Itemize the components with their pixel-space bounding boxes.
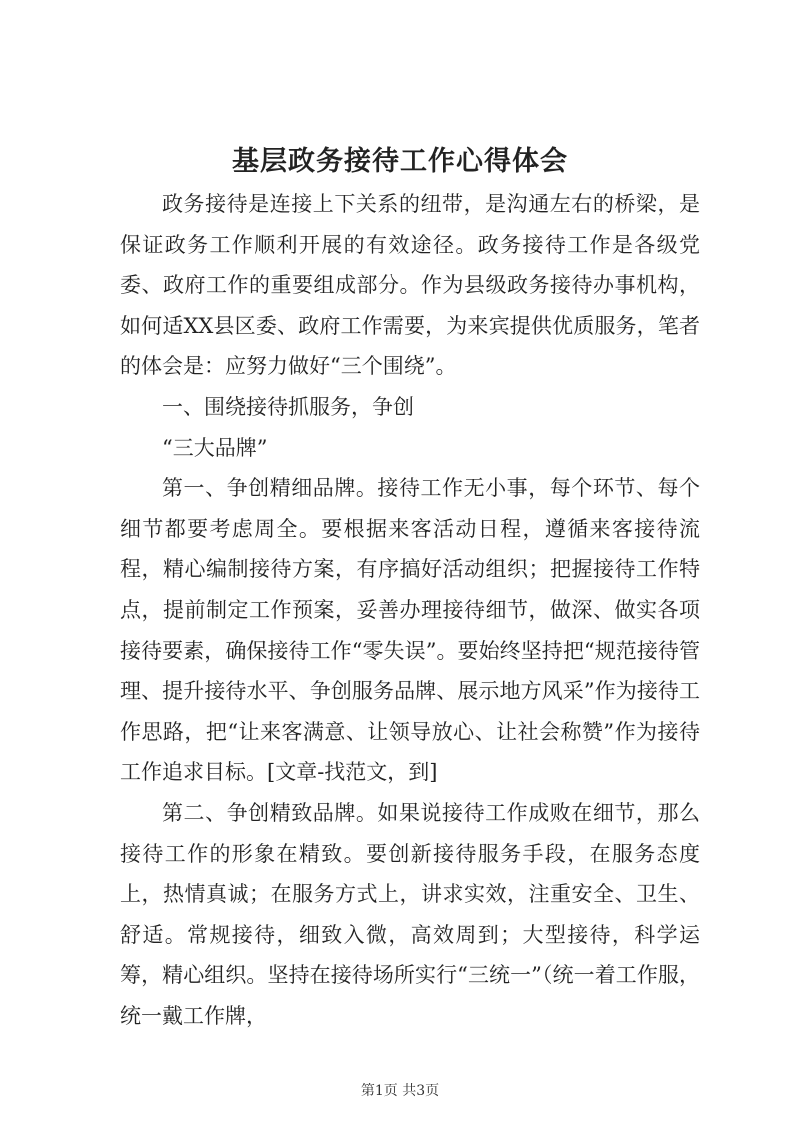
paragraph-intro: 政务接待是连接上下关系的纽带，是沟通左右的桥梁，是保证政务工作顺利开展的有效途径。政务接待工作是各级党委、政府工作的重要组成部分。作为县级政务接待办事机构，如何适XX县区委、政府工作需要，为来宾提供优质服务，笔者的体会是：应努力做好“三个围绕”。 (120, 192, 700, 379)
paragraph-first-brand: 第一、争创精细品牌。接待工作无小事，每个环节、每个细节都要考虑周全。要根据来客活动日程，遵循来客接待流程，精心编制接待方案，有序搞好活动组织；把握接待工作特点，提前制定工作预案，妥善办理接待细节，做深、做实各项接待要素，确保接待工作“零失误”。要始终坚持把“规范接待管理、提升接待水平、争创服务品牌、展示地方风采”作为接待工作思路，把“让来客满意、让领导放心、让社会称赞”作为接待工作追求目标。[文章-找范文，到] (120, 476, 700, 785)
paragraph-second-brand: 第二、争创精致品牌。如果说接待工作成败在细节，那么接待工作的形象在精致。要创新接待服务手段，在服务态度上，热情真诚；在服务方式上，讲求实效，注重安全、卫生、舒适。常规接待，细致入微，高效周到；大型接待，科学运筹，精心组织。坚持在接待场所实行“三统一”（统一着工作服，统一戴工作牌， (120, 800, 700, 1028)
section-heading: 一、围绕接待抓服务，争创 (162, 394, 414, 419)
document-body (120, 184, 700, 1036)
section-heading-continued: “三大品牌” (162, 435, 268, 460)
page-footer: 第1页 共3页 (360, 1083, 440, 1099)
document-title: 基层政务接待工作心得体会 (232, 146, 568, 177)
